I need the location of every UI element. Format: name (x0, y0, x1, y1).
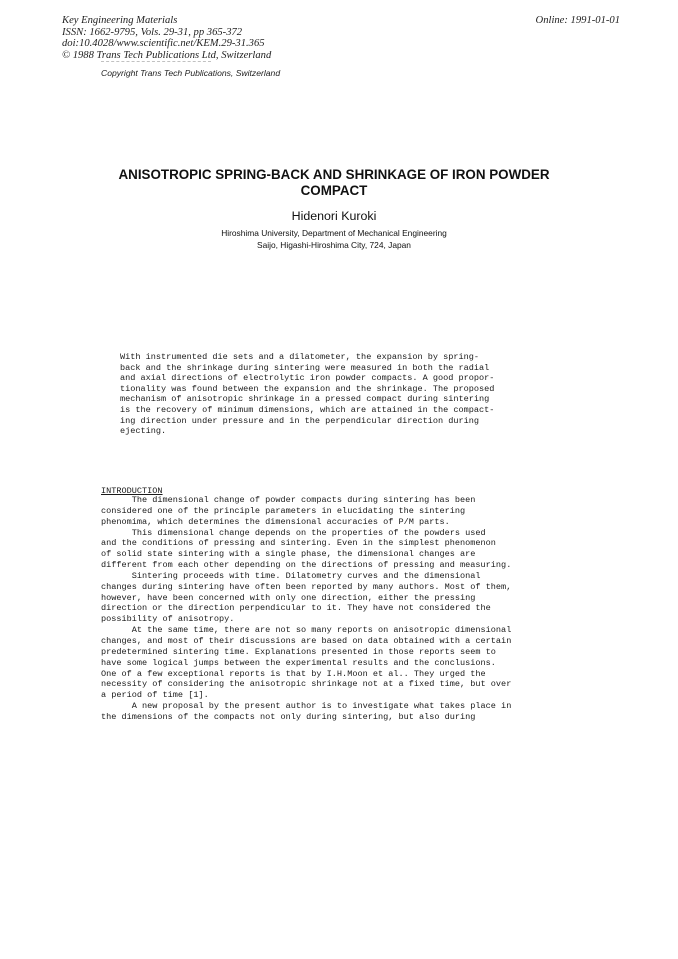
body-line: At the same time, there are not so many reports on anisotropic dimensional (101, 625, 512, 636)
body-line: considered one of the principle parameters in elucidating the sintering (101, 505, 466, 516)
introduction-body (101, 495, 511, 723)
body-line: possibility of anisotropy. (101, 614, 235, 625)
body-line: a period of time [1]. (101, 690, 209, 701)
abstract-line: ing direction under pressure and in the perpendicular direction during (120, 415, 480, 426)
affiliation-line: Hiroshima University, Department of Mechanical Engineering (221, 228, 447, 238)
body-line: direction or the direction perpendicular to it. They have not considered the (101, 603, 491, 614)
body-line: have some logical jumps between the experimental results and the conclusions. (101, 657, 496, 668)
abstract-line: tionality was found between the expansion and the shrinkage. The proposed (120, 383, 495, 394)
paper-title: ANISOTROPIC SPRING-BACK AND SHRINKAGE OF IRON POWDER COMPACT (118, 167, 550, 198)
body-line: different from each other depending on the directions of pressing and measuring. (101, 560, 512, 571)
journal-name: Key Engineering Materials (62, 15, 178, 26)
body-line: the dimensions of the compacts not only during sintering, but also during (101, 711, 476, 722)
abstract (120, 352, 494, 437)
publisher-line: © 1988 Trans Tech Publications Ltd, Switzerland (62, 49, 272, 61)
abstract-line: mechanism of anisotropic shrinkage in a pressed compact during sintering (120, 394, 490, 405)
copyright-notice: Copyright Trans Tech Publications, Switzerland (101, 68, 281, 78)
body-line: predetermined sintering time. Explanations presented in those reports seem to (101, 646, 496, 657)
body-line: and the conditions of pressing and sintering. Even in the simplest phenomenon (101, 538, 496, 549)
online-date: Online: 1991-01-01 (535, 15, 620, 26)
section-heading-introduction: INTRODUCTION (101, 486, 163, 496)
body-line: This dimensional change depends on the properties of the powders used (101, 527, 486, 538)
body-line: A new proposal by the present author is to investigate what takes place in (101, 701, 512, 712)
abstract-line: ejecting. (120, 426, 167, 437)
doi-line: doi:10.4028/www.scientific.net/KEM.29-31.365 (62, 38, 265, 50)
abstract-line: back and the shrinkage during sintering were measured in both the radial (120, 362, 490, 373)
scan-artifact (101, 61, 211, 66)
address-line: Saijo, Higashi-Hiroshima City, 724, Japan (257, 239, 411, 250)
author-name: Hidenori Kuroki (291, 209, 377, 223)
body-line: Sintering proceeds with time. Dilatometry curves and the dimensional (101, 570, 481, 581)
body-line: of solid state sintering with a single phase, the dimensional changes are (101, 549, 476, 560)
body-line: phenomima, which determines the dimensional accuracies of P/M parts. (101, 516, 450, 527)
issn-line: ISSN: 1662-9795, Vols. 29-31, pp 365-372 (62, 26, 243, 38)
body-line: One of a few exceptional reports is that by I.H.Moon et al.. They urged the (101, 668, 486, 679)
author-affiliation (90, 228, 578, 251)
abstract-line: and axial directions of electrolytic iron powder compacts. A good propor- (120, 373, 495, 384)
abstract-line: With instrumented die sets and a dilatometer, the expansion by spring- (120, 352, 480, 362)
body-line: necessity of considering the anisotropic shrinkage not at a fixed time, but over (101, 679, 512, 690)
journal-citation (62, 15, 271, 61)
body-line: however, have been concerned with only one direction, either the pressing (101, 592, 476, 603)
abstract-line: is the recovery of minimum dimensions, which are attained in the compact- (120, 404, 495, 415)
body-line: changes during sintering have often been reported by many authors. Most of them, (101, 581, 512, 592)
body-line: The dimensional change of powder compacts during sintering has been (101, 495, 476, 505)
body-line: changes, and most of their discussions are based on data obtained with a certain (101, 635, 512, 646)
